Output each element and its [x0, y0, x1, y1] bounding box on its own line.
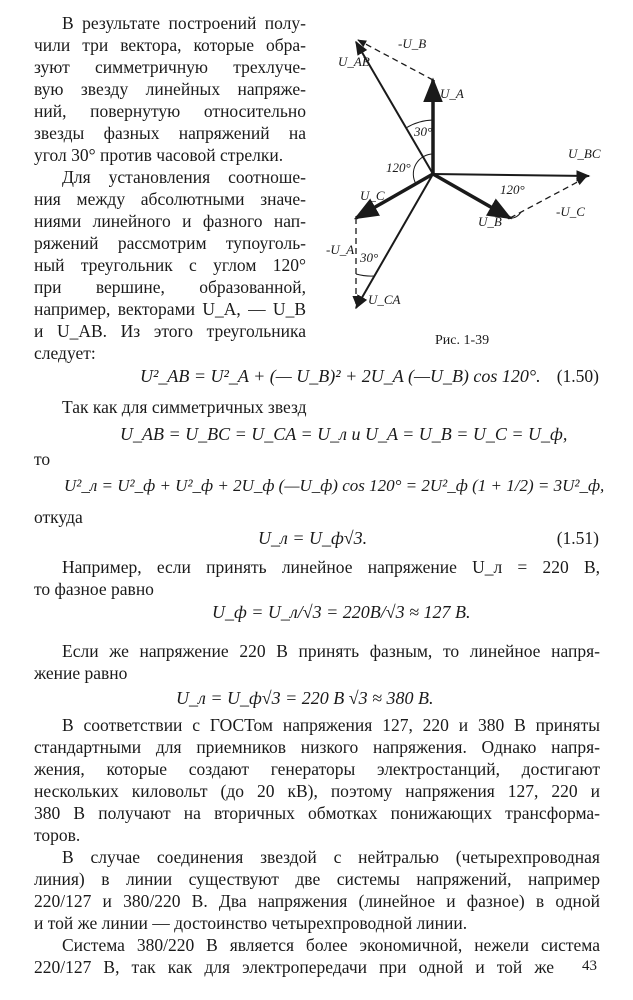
text-line: и U_AB. Из этого треугольника	[34, 321, 306, 341]
text-line: ный треугольник с углом 120°	[34, 255, 306, 275]
text-line: жения, которые создают генераторы электростанций, достигают	[34, 759, 600, 779]
equation-number-1-50: (1.50)	[556, 366, 599, 386]
text-line: В случае соединения звездой с нейтралью (четырехпроводная	[62, 847, 600, 867]
equation-1-51: U_л = U_ф√3.	[258, 528, 368, 548]
text-line: то	[34, 449, 51, 469]
angle-arc-30-bottom	[356, 274, 374, 276]
label-u-a: U_A	[440, 86, 464, 101]
text-line: звезды фазных напряжений на	[34, 123, 306, 143]
text-line: откуда	[34, 507, 83, 527]
text-line: например, векторами U_A, — U_B	[34, 299, 306, 319]
equation-number-1-51: (1.51)	[556, 528, 599, 548]
equation-1-50: U²_AB = U²_A + (— U_B)² + 2U_A (—U_B) cos 120°.	[140, 366, 541, 386]
text-line: стандартными для приемников низкого напряжения. Однако напря-	[34, 737, 600, 757]
text-line: угол 30° против часовой стрелки.	[34, 145, 284, 165]
text-line: Система 380/220 В является более экономичной, нежели система	[62, 935, 600, 955]
text-line: ния между абсолютными значе-	[34, 189, 306, 209]
vector-diagram-svg	[310, 28, 610, 328]
text-line: Для установления соотноше-	[62, 167, 306, 187]
text-line: ряжений рассмотрим тупоуголь-	[34, 233, 306, 253]
text-line: и той же линии — достоинство четырехпроводной линии.	[34, 913, 468, 933]
text-line: то фазное равно	[34, 579, 154, 599]
figure-caption: Рис. 1-39	[435, 333, 490, 348]
label-u-ab: U_AB	[338, 54, 370, 69]
text-line: линия) в линии существуют две системы напряжений, например	[34, 869, 600, 889]
label-angle-120-right: 120°	[500, 182, 525, 197]
text-line: ниями линейного и фазного нап-	[34, 211, 306, 231]
label-u-b: U_B	[478, 214, 502, 229]
equation-line-voltage: U_л = U_ф√3 = 220 В √3 ≈ 380 В.	[176, 688, 434, 708]
vector-diagram-figure	[310, 28, 610, 328]
text-line: Так как для симметричных звезд	[62, 397, 307, 417]
label-u-bc: U_BC	[568, 146, 601, 161]
text-line: 220/127 и 380/220 В. Два напряжения (линейное и фазное) в одной	[34, 891, 600, 911]
text-line: жение равно	[34, 663, 128, 683]
label-angle-120-left: 120°	[386, 160, 411, 175]
label-angle-30-bottom: 30°	[360, 250, 379, 265]
text-line: зуют симметричную трехлуче-	[34, 57, 306, 77]
label-u-c: U_C	[360, 188, 385, 203]
equation-symmetric-stars: U_AB = U_BC = U_CA = U_л и U_A = U_B = U_C = U_ф,	[120, 424, 568, 444]
text-line: чили три вектора, которые обра-	[34, 35, 306, 55]
text-line: следует:	[34, 343, 96, 363]
equation-phase-voltage: U_ф = U_л/√3 = 220В/√3 ≈ 127 В.	[212, 602, 471, 622]
equation-derivation: U²_л = U²_ф + U²_ф + 2U_ф (—U_ф) cos 120° = 2U²_ф (1 + 1/2) = 3U²_ф,	[64, 476, 605, 495]
label-neg-u-c: -U_C	[556, 204, 585, 219]
text-line: ний, повернутую относительно	[34, 101, 306, 121]
label-neg-u-b: -U_B	[398, 36, 427, 51]
label-neg-u-a: -U_A	[326, 242, 355, 257]
page-number: 43	[582, 958, 597, 974]
text-line: вую звезду линейных напряже-	[34, 79, 306, 99]
label-angle-30-top: 30°	[414, 124, 433, 139]
text-line: при вершине, образованной,	[34, 277, 306, 297]
text-line: торов.	[34, 825, 81, 845]
text-line: В результате построений полу-	[62, 13, 306, 33]
vector-u-bc	[433, 174, 589, 176]
text-line: В соответствии с ГОСТом напряжения 127, 220 и 380 В приняты	[62, 715, 600, 735]
vector-u-b	[433, 174, 510, 218]
text-line: нескольких киловольт (до 20 кВ), поэтому напряжения 127, 220 и	[34, 781, 600, 801]
text-line: 220/127 В, так как для электропередачи при одной и той же	[34, 957, 554, 977]
label-u-ca: U_CA	[368, 292, 401, 307]
text-line: 380 В получают на вторичных обмотках понижающих трансформа-	[34, 803, 600, 823]
text-line: Если же напряжение 220 В принять фазным, то линейное напря-	[62, 641, 600, 661]
text-line: Например, если принять линейное напряжение U_л = 220 В,	[62, 557, 600, 577]
